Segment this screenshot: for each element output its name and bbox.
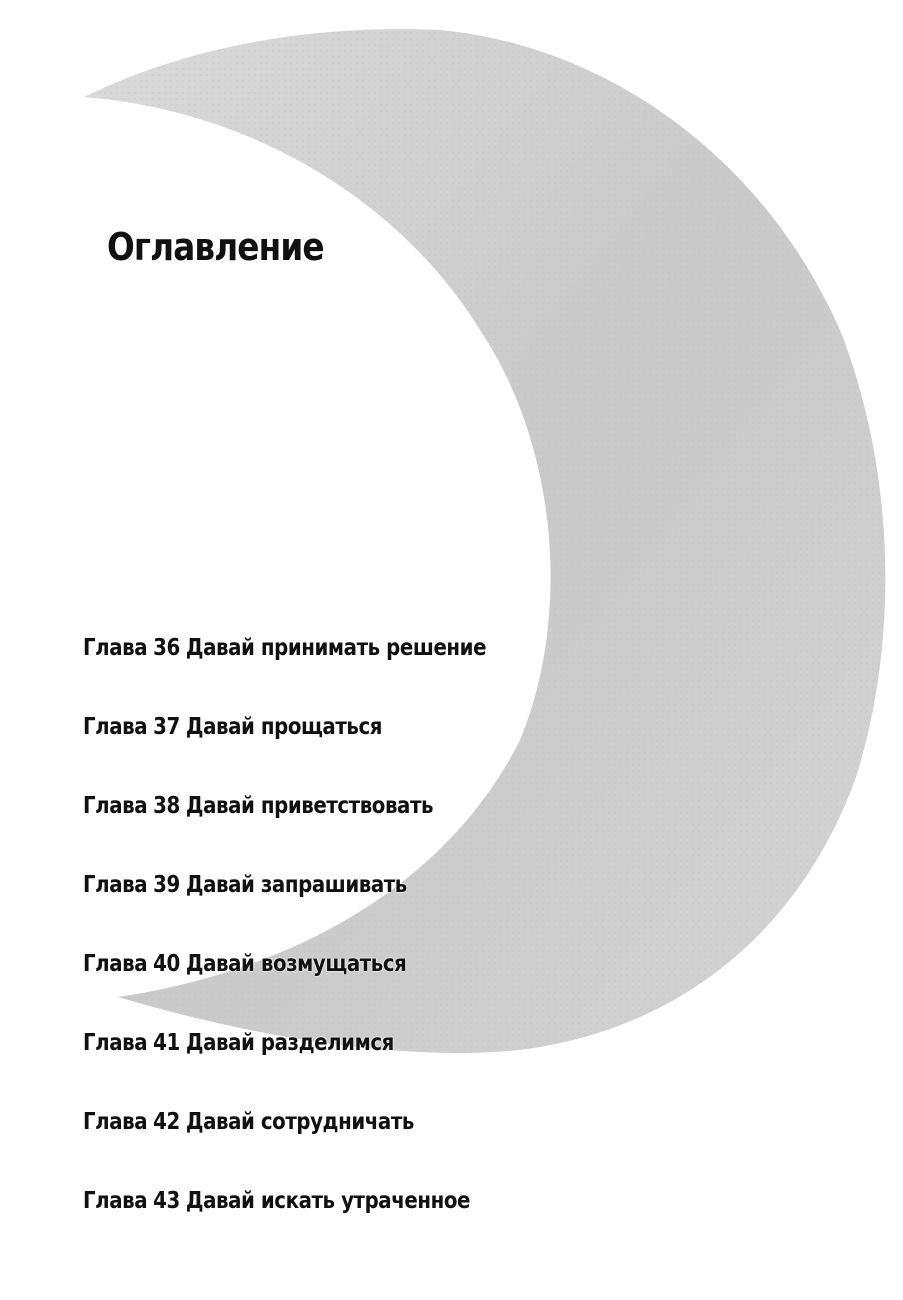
chapter-label: Глава: [83, 951, 148, 977]
chapter-number: 43: [153, 1188, 180, 1214]
toc-entry[interactable]: [83, 1023, 492, 1102]
chapter-number: 37: [153, 714, 180, 740]
chapter-number: 40: [153, 951, 180, 977]
chapter-title: Давай сотрудничать: [185, 1109, 414, 1135]
toc-entry[interactable]: [83, 865, 492, 944]
chapter-label: Глава: [83, 1109, 148, 1135]
table-of-contents: [83, 628, 559, 1260]
page-title: Оглавление: [107, 225, 324, 269]
chapter-label: Глава: [83, 1188, 148, 1214]
toc-entry[interactable]: [83, 786, 492, 865]
toc-entry[interactable]: [83, 707, 492, 786]
chapter-title: Давай разделимся: [185, 1030, 394, 1056]
chapter-title: Давай запрашивать: [185, 872, 407, 898]
chapter-title: Давай принимать решение: [185, 635, 487, 661]
chapter-label: Глава: [83, 793, 148, 819]
chapter-title: Давай прощаться: [185, 714, 383, 740]
toc-entry[interactable]: [83, 1181, 492, 1260]
chapter-label: Глава: [83, 872, 148, 898]
chapter-number: 36: [153, 635, 180, 661]
chapter-title: Давай возмущаться: [185, 951, 407, 977]
chapter-label: Глава: [83, 635, 148, 661]
chapter-label: Глава: [83, 1030, 148, 1056]
toc-entry[interactable]: [83, 944, 492, 1023]
chapter-number: 42: [153, 1109, 180, 1135]
chapter-number: 39: [153, 872, 180, 898]
toc-entry[interactable]: [83, 1102, 492, 1181]
chapter-number: 38: [153, 793, 180, 819]
chapter-label: Глава: [83, 714, 148, 740]
chapter-number: 41: [153, 1030, 180, 1056]
chapter-title: Давай приветствовать: [185, 793, 434, 819]
toc-entry[interactable]: [83, 628, 492, 707]
chapter-title: Давай искать утраченное: [185, 1188, 470, 1214]
